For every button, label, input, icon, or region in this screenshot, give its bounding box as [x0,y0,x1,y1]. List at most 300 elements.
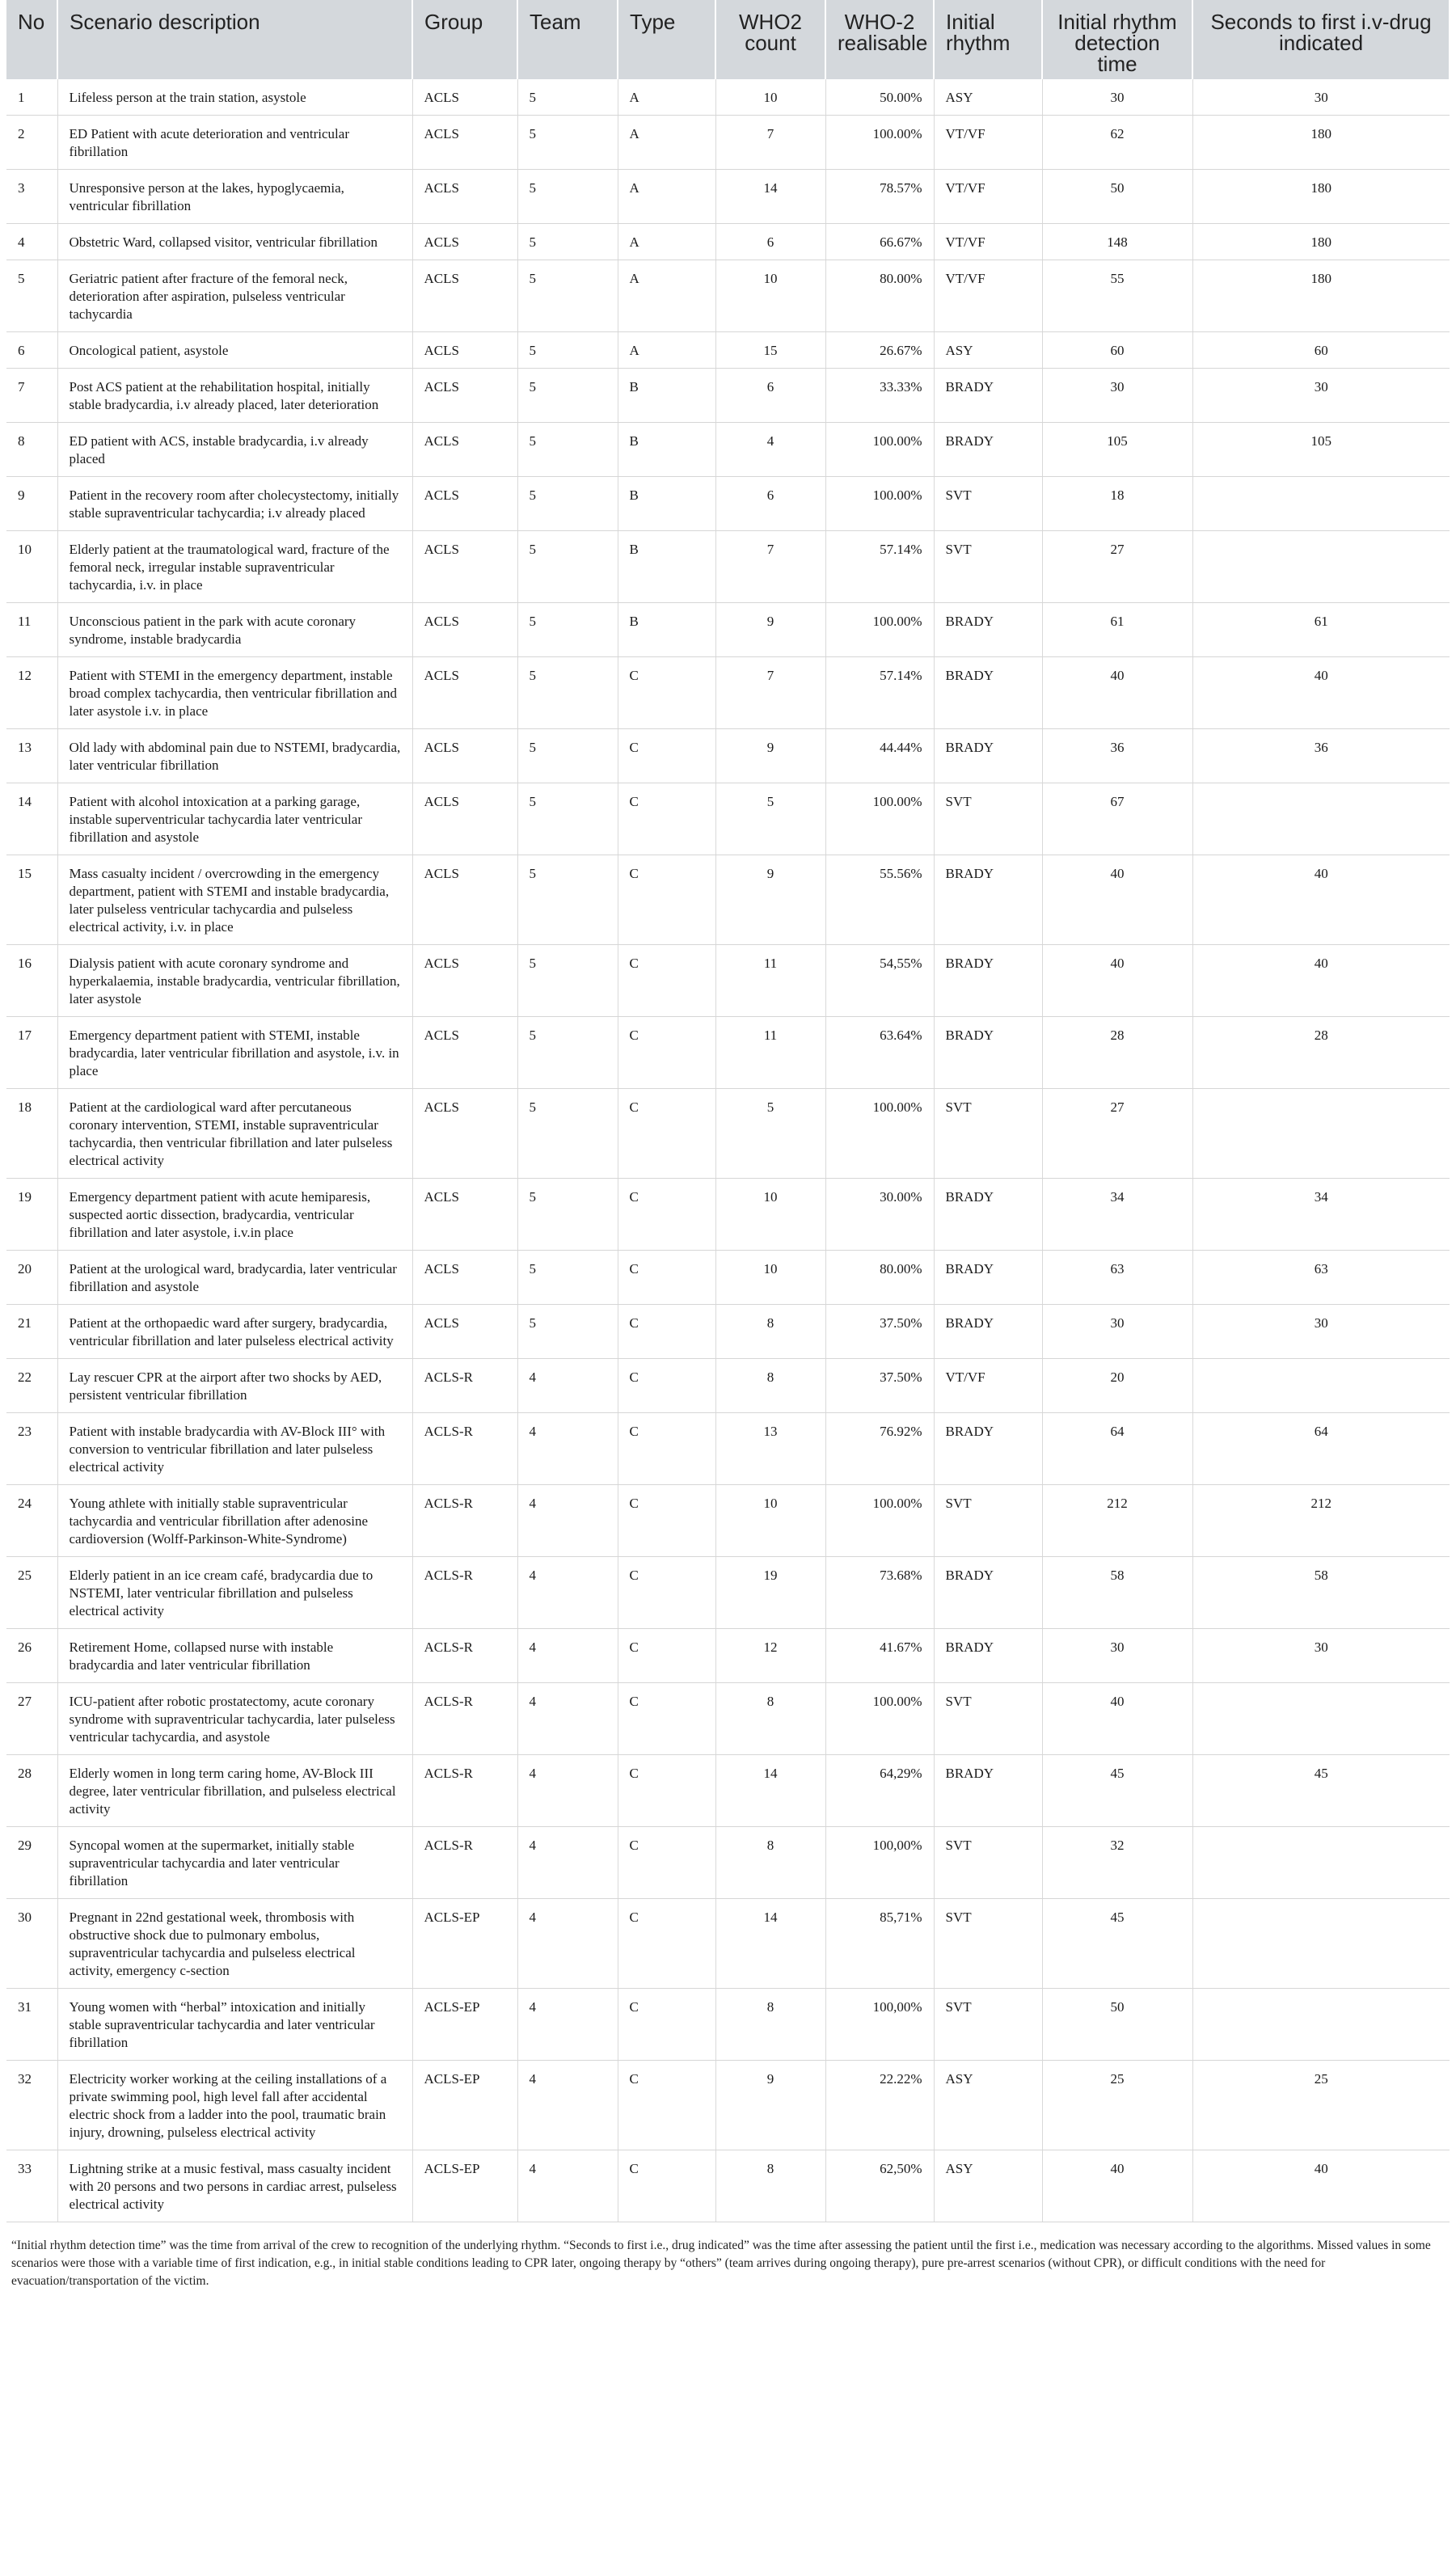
table-row [6,1413,1450,1485]
cell-type: C [618,2061,715,2150]
cell-team: 5 [517,1089,618,1179]
cell-group: ACLS [412,260,517,332]
cell-initial-rhythm: SVT [934,531,1042,603]
table-footnote: “Initial rhythm detection time” was the time from arrival of the crew to recognition of the underlying rhythm. “Seconds to first i.e., drug indicated” was the time after assessing the patient until the first i.e., medication was necessary according to the algorithms. Missed values in some scenarios were those with a variable time of first indication, e.g., in initial stable conditions leading to CPR later, ongoing therapy by “others” (team arrives during ongoing therapy), pure pre-arrest scenarios (without CPR), or difficult conditions with the need for evacuation/transportation of the victim. [11,2239,1431,2288]
cell-detection-time: 40 [1042,855,1192,945]
cell-team: 4 [517,1827,618,1899]
cell-description: Unconscious patient in the park with acute coronary syndrome, instable bradycardia [57,603,412,657]
cell-who2-count: 13 [715,1413,825,1485]
cell-description: Obstetric Ward, collapsed visitor, ventricular fibrillation [57,224,412,260]
cell-detection-time: 40 [1042,1683,1192,1755]
cell-team: 5 [517,531,618,603]
cell-seconds-to-drug [1192,531,1450,603]
cell-type: B [618,603,715,657]
cell-initial-rhythm: ASY [934,79,1042,116]
table-row [6,729,1450,783]
table-row [6,224,1450,260]
cell-detection-time: 55 [1042,260,1192,332]
cell-who2-realisable: 54,55% [825,945,934,1017]
cell-description: Syncopal women at the supermarket, initially stable supraventricular tachycardia and later ventricular fibrillation [57,1827,412,1899]
cell-who2-realisable: 50.00% [825,79,934,116]
cell-who2-realisable: 78.57% [825,170,934,224]
cell-description: Lightning strike at a music festival, mass casualty incident with 20 persons and two persons in cardiac arrest, pulseless electrical activity [57,2150,412,2222]
cell-detection-time: 18 [1042,477,1192,531]
cell-group: ACLS [412,1251,517,1305]
cell-group: ACLS-R [412,1485,517,1557]
cell-who2-count: 8 [715,2150,825,2222]
cell-description: Dialysis patient with acute coronary syndrome and hyperkalaemia, instable bradycardia, ventricular fibrillation, later asystole [57,945,412,1017]
cell-seconds-to-drug [1192,1089,1450,1179]
cell-no: 19 [6,1179,57,1251]
cell-team: 4 [517,1413,618,1485]
cell-initial-rhythm: ASY [934,2061,1042,2150]
cell-type: C [618,1557,715,1629]
cell-seconds-to-drug: 40 [1192,855,1450,945]
cell-who2-count: 9 [715,2061,825,2150]
cell-no: 5 [6,260,57,332]
cell-seconds-to-drug [1192,783,1450,855]
header-group: Group [412,0,517,79]
cell-no: 16 [6,945,57,1017]
cell-detection-time: 63 [1042,1251,1192,1305]
cell-who2-realisable: 37.50% [825,1359,934,1413]
cell-initial-rhythm: VT/VF [934,224,1042,260]
cell-detection-time: 28 [1042,1017,1192,1089]
table-row [6,1089,1450,1179]
cell-group: ACLS-R [412,1359,517,1413]
cell-type: C [618,855,715,945]
cell-team: 4 [517,1899,618,1989]
cell-description: Mass casualty incident / overcrowding in the emergency department, patient with STEMI and instable bradycardia, later pulseless ventricular tachycardia and pulseless electrical activity, i.v. in place [57,855,412,945]
table-row [6,1755,1450,1827]
cell-who2-count: 10 [715,1179,825,1251]
cell-type: A [618,79,715,116]
cell-who2-count: 6 [715,477,825,531]
cell-group: ACLS-R [412,1827,517,1899]
cell-team: 5 [517,116,618,170]
cell-initial-rhythm: SVT [934,1089,1042,1179]
cell-who2-realisable: 100.00% [825,603,934,657]
cell-no: 33 [6,2150,57,2222]
cell-team: 5 [517,369,618,423]
cell-seconds-to-drug [1192,1989,1450,2061]
cell-type: C [618,1089,715,1179]
cell-team: 5 [517,603,618,657]
cell-detection-time: 40 [1042,657,1192,729]
cell-team: 5 [517,477,618,531]
cell-team: 5 [517,855,618,945]
cell-detection-time: 40 [1042,2150,1192,2222]
cell-team: 5 [517,945,618,1017]
cell-type: C [618,1251,715,1305]
cell-team: 5 [517,170,618,224]
cell-no: 9 [6,477,57,531]
cell-who2-realisable: 30.00% [825,1179,934,1251]
cell-who2-realisable: 22.22% [825,2061,934,2150]
cell-initial-rhythm: BRADY [934,855,1042,945]
cell-initial-rhythm: BRADY [934,1413,1042,1485]
cell-initial-rhythm: BRADY [934,729,1042,783]
cell-no: 11 [6,603,57,657]
cell-no: 14 [6,783,57,855]
cell-who2-realisable: 62,50% [825,2150,934,2222]
cell-no: 18 [6,1089,57,1179]
cell-no: 10 [6,531,57,603]
cell-team: 5 [517,1251,618,1305]
cell-detection-time: 36 [1042,729,1192,783]
cell-group: ACLS [412,1179,517,1251]
header-who2-realisable: WHO-2 realisable [825,0,934,79]
cell-type: C [618,1305,715,1359]
cell-initial-rhythm: BRADY [934,1305,1042,1359]
cell-type: A [618,116,715,170]
cell-who2-count: 8 [715,1359,825,1413]
cell-group: ACLS [412,531,517,603]
cell-detection-time: 60 [1042,332,1192,369]
cell-no: 13 [6,729,57,783]
cell-type: A [618,260,715,332]
table-body [6,79,1450,2222]
cell-who2-count: 11 [715,1017,825,1089]
cell-seconds-to-drug: 64 [1192,1413,1450,1485]
cell-group: ACLS [412,945,517,1017]
cell-detection-time: 64 [1042,1413,1192,1485]
cell-group: ACLS-R [412,1413,517,1485]
cell-seconds-to-drug [1192,1899,1450,1989]
cell-group: ACLS-R [412,1557,517,1629]
cell-detection-time: 30 [1042,79,1192,116]
cell-description: Patient at the urological ward, bradycardia, later ventricular fibrillation and asystole [57,1251,412,1305]
cell-detection-time: 40 [1042,945,1192,1017]
table-row [6,1305,1450,1359]
header-no: No [6,0,57,79]
cell-type: A [618,224,715,260]
cell-group: ACLS [412,1017,517,1089]
cell-who2-count: 4 [715,423,825,477]
cell-seconds-to-drug [1192,1359,1450,1413]
table-row [6,1557,1450,1629]
table-header [6,0,1450,79]
cell-seconds-to-drug: 36 [1192,729,1450,783]
cell-detection-time: 30 [1042,1305,1192,1359]
cell-group: ACLS [412,657,517,729]
cell-who2-realisable: 66.67% [825,224,934,260]
cell-description: Young athlete with initially stable supraventricular tachycardia and ventricular fibrillation after adenosine cardioversion (Wolff-Parkinson-White-Syndrome) [57,1485,412,1557]
cell-type: C [618,1899,715,1989]
cell-who2-realisable: 57.14% [825,657,934,729]
table-row [6,369,1450,423]
cell-detection-time: 27 [1042,531,1192,603]
cell-description: Electricity worker working at the ceiling installations of a private swimming pool, high level fall after accidental electric shock from a ladder into the pool, traumatic brain injury, drowning, pulseless electrical activity [57,2061,412,2150]
cell-team: 5 [517,260,618,332]
cell-who2-count: 7 [715,531,825,603]
cell-description: Patient with instable bradycardia with AV-Block III° with conversion to ventricular fibrillation and later pulseless electrical activity [57,1413,412,1485]
cell-seconds-to-drug: 34 [1192,1179,1450,1251]
cell-group: ACLS-R [412,1755,517,1827]
cell-type: B [618,369,715,423]
cell-detection-time: 45 [1042,1899,1192,1989]
cell-no: 3 [6,170,57,224]
cell-seconds-to-drug: 30 [1192,369,1450,423]
cell-initial-rhythm: BRADY [934,1179,1042,1251]
cell-who2-realisable: 100.00% [825,423,934,477]
cell-description: ED Patient with acute deterioration and ventricular fibrillation [57,116,412,170]
table-row [6,1359,1450,1413]
table-row [6,657,1450,729]
cell-team: 5 [517,224,618,260]
cell-who2-realisable: 37.50% [825,1305,934,1359]
table-row [6,1485,1450,1557]
cell-initial-rhythm: BRADY [934,945,1042,1017]
cell-description: Post ACS patient at the rehabilitation hospital, initially stable bradycardia, i.v already placed, later deterioration [57,369,412,423]
cell-group: ACLS [412,1089,517,1179]
cell-no: 23 [6,1413,57,1485]
cell-no: 27 [6,1683,57,1755]
cell-detection-time: 45 [1042,1755,1192,1827]
table-row [6,2150,1450,2222]
cell-type: B [618,531,715,603]
cell-type: C [618,657,715,729]
table-row [6,1683,1450,1755]
cell-group: ACLS-EP [412,1989,517,2061]
cell-description: Lay rescuer CPR at the airport after two shocks by AED, persistent ventricular fibrillation [57,1359,412,1413]
cell-description: Emergency department patient with STEMI, instable bradycardia, later ventricular fibrillation and asystole, i.v. in place [57,1017,412,1089]
cell-group: ACLS [412,783,517,855]
cell-who2-count: 10 [715,260,825,332]
cell-description: Patient at the orthopaedic ward after surgery, bradycardia, ventricular fibrillation and later pulseless electrical activity [57,1305,412,1359]
cell-group: ACLS-R [412,1683,517,1755]
cell-who2-realisable: 80.00% [825,1251,934,1305]
table-row [6,1827,1450,1899]
cell-team: 5 [517,1305,618,1359]
table-row [6,1989,1450,2061]
cell-who2-count: 19 [715,1557,825,1629]
cell-group: ACLS-EP [412,2061,517,2150]
cell-who2-count: 5 [715,783,825,855]
cell-seconds-to-drug: 180 [1192,170,1450,224]
header-detection-time: Initial rhythm detection time [1042,0,1192,79]
cell-who2-realisable: 76.92% [825,1413,934,1485]
header-initial-rhythm: Initial rhythm [934,0,1042,79]
cell-description: Unresponsive person at the lakes, hypoglycaemia, ventricular fibrillation [57,170,412,224]
cell-seconds-to-drug [1192,1827,1450,1899]
cell-who2-realisable: 100.00% [825,1683,934,1755]
cell-description: Patient in the recovery room after cholecystectomy, initially stable supraventricular tachycardia; i.v already placed [57,477,412,531]
table-row [6,1017,1450,1089]
cell-no: 22 [6,1359,57,1413]
header-team: Team [517,0,618,79]
cell-seconds-to-drug: 40 [1192,2150,1450,2222]
cell-seconds-to-drug: 180 [1192,260,1450,332]
cell-group: ACLS [412,855,517,945]
cell-detection-time: 105 [1042,423,1192,477]
cell-type: C [618,1827,715,1899]
cell-team: 5 [517,657,618,729]
cell-description: Pregnant in 22nd gestational week, thrombosis with obstructive shock due to pulmonary embolus, supraventricular tachycardia and pulseless electrical activity, emergency c-section [57,1899,412,1989]
cell-type: C [618,1485,715,1557]
cell-detection-time: 20 [1042,1359,1192,1413]
cell-team: 4 [517,1989,618,2061]
scenario-table [6,0,1450,2222]
cell-no: 29 [6,1827,57,1899]
cell-no: 24 [6,1485,57,1557]
cell-seconds-to-drug [1192,477,1450,531]
cell-who2-realisable: 57.14% [825,531,934,603]
cell-initial-rhythm: SVT [934,1899,1042,1989]
cell-who2-realisable: 100,00% [825,1827,934,1899]
cell-initial-rhythm: SVT [934,783,1042,855]
cell-seconds-to-drug: 30 [1192,1305,1450,1359]
cell-team: 5 [517,1179,618,1251]
cell-initial-rhythm: BRADY [934,1755,1042,1827]
cell-initial-rhythm: SVT [934,1827,1042,1899]
cell-detection-time: 27 [1042,1089,1192,1179]
cell-type: C [618,1413,715,1485]
cell-seconds-to-drug: 30 [1192,1629,1450,1683]
cell-who2-count: 10 [715,1251,825,1305]
table-row [6,170,1450,224]
cell-initial-rhythm: BRADY [934,603,1042,657]
cell-group: ACLS [412,477,517,531]
cell-type: B [618,477,715,531]
cell-initial-rhythm: BRADY [934,657,1042,729]
cell-no: 26 [6,1629,57,1683]
cell-no: 32 [6,2061,57,2150]
table-row [6,2061,1450,2150]
cell-who2-realisable: 63.64% [825,1017,934,1089]
cell-initial-rhythm: BRADY [934,369,1042,423]
cell-seconds-to-drug: 180 [1192,116,1450,170]
cell-type: C [618,1359,715,1413]
cell-initial-rhythm: BRADY [934,1629,1042,1683]
cell-who2-count: 15 [715,332,825,369]
cell-no: 15 [6,855,57,945]
cell-who2-count: 9 [715,603,825,657]
cell-who2-count: 7 [715,657,825,729]
cell-initial-rhythm: SVT [934,1989,1042,2061]
cell-seconds-to-drug [1192,1683,1450,1755]
table-row [6,1899,1450,1989]
table-row [6,1251,1450,1305]
cell-who2-count: 8 [715,1827,825,1899]
cell-who2-realisable: 100.00% [825,477,934,531]
cell-detection-time: 148 [1042,224,1192,260]
table-row [6,260,1450,332]
cell-type: C [618,1683,715,1755]
cell-who2-realisable: 100,00% [825,1989,934,2061]
cell-group: ACLS-EP [412,2150,517,2222]
cell-group: ACLS-EP [412,1899,517,1989]
cell-team: 4 [517,1755,618,1827]
cell-no: 30 [6,1899,57,1989]
table-row [6,945,1450,1017]
cell-seconds-to-drug: 40 [1192,945,1450,1017]
cell-team: 4 [517,1485,618,1557]
cell-type: B [618,423,715,477]
cell-no: 12 [6,657,57,729]
cell-seconds-to-drug: 180 [1192,224,1450,260]
cell-who2-realisable: 41.67% [825,1629,934,1683]
cell-group: ACLS [412,603,517,657]
cell-type: C [618,945,715,1017]
cell-initial-rhythm: ASY [934,2150,1042,2222]
cell-team: 5 [517,1017,618,1089]
cell-description: Elderly women in long term caring home, AV-Block III degree, later ventricular fibrillation, and pulseless electrical activity [57,1755,412,1827]
cell-who2-count: 9 [715,855,825,945]
cell-initial-rhythm: SVT [934,1683,1042,1755]
cell-detection-time: 25 [1042,2061,1192,2150]
cell-who2-count: 12 [715,1629,825,1683]
cell-group: ACLS [412,332,517,369]
cell-detection-time: 50 [1042,1989,1192,2061]
cell-who2-realisable: 100.00% [825,783,934,855]
cell-team: 4 [517,1557,618,1629]
cell-seconds-to-drug: 61 [1192,603,1450,657]
cell-seconds-to-drug: 58 [1192,1557,1450,1629]
cell-type: A [618,332,715,369]
cell-seconds-to-drug: 28 [1192,1017,1450,1089]
cell-no: 6 [6,332,57,369]
cell-no: 8 [6,423,57,477]
cell-seconds-to-drug: 105 [1192,423,1450,477]
cell-team: 4 [517,2150,618,2222]
cell-no: 21 [6,1305,57,1359]
cell-type: C [618,783,715,855]
cell-group: ACLS [412,1305,517,1359]
cell-initial-rhythm: VT/VF [934,260,1042,332]
table-row [6,1629,1450,1683]
cell-initial-rhythm: BRADY [934,1251,1042,1305]
cell-who2-count: 8 [715,1989,825,2061]
cell-type: C [618,2150,715,2222]
header-who2-count: WHO2 count [715,0,825,79]
cell-team: 4 [517,2061,618,2150]
cell-no: 20 [6,1251,57,1305]
header-seconds-to-drug: Seconds to first i.v-drug indicated [1192,0,1450,79]
cell-detection-time: 50 [1042,170,1192,224]
cell-who2-realisable: 100.00% [825,1089,934,1179]
cell-detection-time: 61 [1042,603,1192,657]
cell-detection-time: 212 [1042,1485,1192,1557]
cell-seconds-to-drug: 45 [1192,1755,1450,1827]
cell-who2-realisable: 73.68% [825,1557,934,1629]
cell-who2-count: 6 [715,224,825,260]
cell-who2-realisable: 55.56% [825,855,934,945]
cell-who2-realisable: 26.67% [825,332,934,369]
cell-description: Oncological patient, asystole [57,332,412,369]
cell-group: ACLS [412,369,517,423]
table-row [6,332,1450,369]
table-row [6,477,1450,531]
cell-who2-count: 14 [715,170,825,224]
cell-who2-realisable: 33.33% [825,369,934,423]
cell-seconds-to-drug: 63 [1192,1251,1450,1305]
cell-detection-time: 34 [1042,1179,1192,1251]
cell-who2-count: 7 [715,116,825,170]
cell-who2-realisable: 64,29% [825,1755,934,1827]
cell-who2-count: 8 [715,1683,825,1755]
cell-description: Patient at the cardiological ward after percutaneous coronary intervention, STEMI, instable supraventricular tachycardia, then ventricular fibrillation and later pulseless electrical activity [57,1089,412,1179]
cell-detection-time: 30 [1042,369,1192,423]
cell-team: 5 [517,332,618,369]
cell-type: C [618,1989,715,2061]
cell-team: 5 [517,783,618,855]
cell-initial-rhythm: VT/VF [934,1359,1042,1413]
cell-description: Emergency department patient with acute hemiparesis, suspected aortic dissection, bradycardia, ventricular fibrillation and later asystole, i.v.in place [57,1179,412,1251]
cell-type: C [618,1629,715,1683]
cell-type: C [618,1755,715,1827]
cell-no: 25 [6,1557,57,1629]
